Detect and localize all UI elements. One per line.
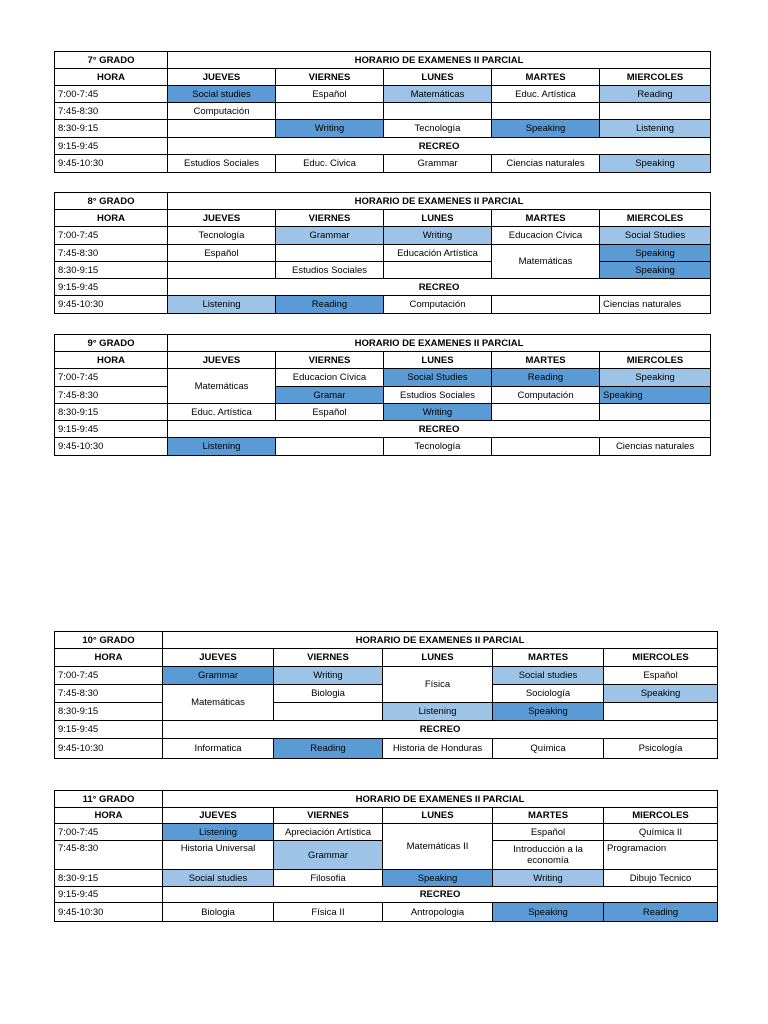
time-slot: 9:15-9:45 [55, 887, 163, 903]
day-header: VIERNES [274, 808, 383, 824]
exam-cell: Reading [276, 296, 384, 314]
exam-cell: Computación [384, 296, 492, 314]
exam-cell: Estudios Sociales [168, 155, 276, 173]
time-slot: 7:45-8:30 [55, 103, 168, 120]
exam-cell [276, 103, 384, 120]
time-slot: 7:45-8:30 [55, 685, 163, 703]
exam-cell: Speaking [600, 262, 711, 279]
exam-cell: Social Studies [384, 369, 492, 387]
exam-title: HORARIO DE EXAMENES II PARCIAL [163, 632, 718, 649]
exam-cell: Español [604, 667, 718, 685]
day-header: MIERCOLES [600, 210, 711, 227]
exam-cell: Listening [600, 120, 711, 138]
exam-cell: Biologia [274, 685, 383, 703]
time-slot: 9:15-9:45 [55, 279, 168, 296]
exam-cell: Matemáticas [492, 245, 600, 279]
exam-cell: Social Studies [600, 227, 711, 245]
exam-cell [384, 103, 492, 120]
exam-cell: Programacion [604, 841, 718, 870]
day-header: JUEVES [168, 210, 276, 227]
exam-cell: Writing [274, 667, 383, 685]
exam-cell: Reading [274, 739, 383, 759]
time-slot: 9:45-10:30 [55, 438, 168, 456]
exam-cell: Física [383, 667, 493, 703]
exam-cell: Química II [604, 824, 718, 841]
schedule-table-10 [54, 631, 718, 759]
exam-cell: Español [276, 404, 384, 421]
exam-cell: Tecnología [384, 438, 492, 456]
exam-cell: Social studies [168, 86, 276, 103]
hora-header: HORA [55, 649, 163, 667]
time-slot: 7:00-7:45 [55, 86, 168, 103]
day-header: MARTES [493, 649, 604, 667]
exam-cell: Speaking [493, 903, 604, 922]
exam-cell: Grammar [274, 841, 383, 870]
exam-cell: Speaking [493, 703, 604, 721]
hora-header: HORA [55, 69, 168, 86]
exam-cell: Educ. Civica [276, 155, 384, 173]
time-slot: 9:15-9:45 [55, 721, 163, 739]
exam-cell: Computación [168, 103, 276, 120]
exam-cell [600, 404, 711, 421]
exam-cell: Español [168, 245, 276, 262]
exam-cell: Psicología [604, 739, 718, 759]
exam-cell: Educ. Artística [168, 404, 276, 421]
exam-title: HORARIO DE EXAMENES II PARCIAL [168, 335, 711, 352]
exam-cell: Tecnología [168, 227, 276, 245]
exam-cell: Gramar [276, 387, 384, 404]
exam-cell: Matemáticas II [383, 824, 493, 870]
day-header: VIERNES [274, 649, 383, 667]
exam-cell: Historia de Honduras [383, 739, 493, 759]
day-header: VIERNES [276, 352, 384, 369]
exam-cell [492, 296, 600, 314]
exam-cell: Química [493, 739, 604, 759]
exam-cell: Matemáticas [384, 86, 492, 103]
time-slot: 7:00-7:45 [55, 667, 163, 685]
time-slot: 8:30-9:15 [55, 120, 168, 138]
day-header: MARTES [492, 69, 600, 86]
time-slot: 7:45-8:30 [55, 387, 168, 404]
schedule-table-8 [54, 192, 711, 314]
exam-cell: Educ. Artística [492, 86, 600, 103]
exam-cell: Filosofia [274, 870, 383, 887]
day-header: MARTES [492, 352, 600, 369]
exam-cell: Writing [493, 870, 604, 887]
schedule-table-7 [54, 51, 711, 173]
day-header: LUNES [383, 649, 493, 667]
exam-cell [604, 703, 718, 721]
time-slot: 7:00-7:45 [55, 824, 163, 841]
exam-cell: Computación [492, 387, 600, 404]
exam-cell [276, 438, 384, 456]
day-header: MARTES [492, 210, 600, 227]
time-slot: 8:30-9:15 [55, 404, 168, 421]
exam-cell: Reading [604, 903, 718, 922]
day-header: LUNES [384, 352, 492, 369]
time-slot: 9:45-10:30 [55, 739, 163, 759]
hora-header: HORA [55, 808, 163, 824]
time-slot: 9:45-10:30 [55, 155, 168, 173]
exam-cell: Listening [383, 703, 493, 721]
time-slot: 9:45-10:30 [55, 903, 163, 922]
exam-cell: Reading [600, 86, 711, 103]
exam-cell: Matemáticas [168, 369, 276, 404]
exam-cell: Español [276, 86, 384, 103]
exam-cell: Speaking [383, 870, 493, 887]
exam-cell [492, 103, 600, 120]
exam-cell [492, 404, 600, 421]
exam-cell [600, 103, 711, 120]
exam-cell: Grammar [384, 155, 492, 173]
time-slot: 8:30-9:15 [55, 262, 168, 279]
recreo-label: RECREO [168, 279, 711, 296]
exam-cell: Social studies [493, 667, 604, 685]
hora-header: HORA [55, 352, 168, 369]
exam-cell [274, 703, 383, 721]
time-slot: 7:45-8:30 [55, 245, 168, 262]
day-header: MARTES [493, 808, 604, 824]
time-slot: 8:30-9:15 [55, 703, 163, 721]
exam-cell [168, 262, 276, 279]
exam-cell: Speaking [492, 120, 600, 138]
day-header: MIERCOLES [604, 808, 718, 824]
exam-cell: Educación Artística [384, 245, 492, 262]
day-header: MIERCOLES [600, 69, 711, 86]
grade-label: 9° GRADO [55, 335, 168, 352]
exam-cell: Writing [384, 404, 492, 421]
exam-cell: Física II [274, 903, 383, 922]
exam-cell: Ciencias naturales [600, 438, 711, 456]
exam-cell: Sociología [493, 685, 604, 703]
time-slot: 7:45-8:30 [55, 841, 163, 870]
recreo-label: RECREO [163, 721, 718, 739]
exam-cell: Biologia [163, 903, 274, 922]
exam-cell: Social studies [163, 870, 274, 887]
exam-cell: Ciencias naturales [600, 296, 711, 314]
time-slot: 9:15-9:45 [55, 138, 168, 155]
day-header: LUNES [383, 808, 493, 824]
exam-cell: Speaking [600, 387, 711, 404]
exam-cell: Writing [384, 227, 492, 245]
day-header: MIERCOLES [604, 649, 718, 667]
exam-cell: Tecnología [384, 120, 492, 138]
day-header: MIERCOLES [600, 352, 711, 369]
day-header: VIERNES [276, 69, 384, 86]
exam-cell: Speaking [600, 245, 711, 262]
recreo-label: RECREO [163, 887, 718, 903]
exam-title: HORARIO DE EXAMENES II PARCIAL [168, 193, 711, 210]
exam-cell: Grammar [276, 227, 384, 245]
exam-cell: Estudios Sociales [384, 387, 492, 404]
exam-cell: Historia Universal [163, 841, 274, 870]
time-slot: 7:00-7:45 [55, 369, 168, 387]
time-slot: 9:15-9:45 [55, 421, 168, 438]
time-slot: 9:45-10:30 [55, 296, 168, 314]
day-header: VIERNES [276, 210, 384, 227]
exam-cell: Speaking [600, 155, 711, 173]
exam-cell: Educacion Cívica [492, 227, 600, 245]
hora-header: HORA [55, 210, 168, 227]
exam-cell [168, 120, 276, 138]
exam-cell: Estudios Sociales [276, 262, 384, 279]
grade-label: 10° GRADO [55, 632, 163, 649]
grade-label: 7° GRADO [55, 52, 168, 69]
exam-cell: Dibujo Tecnico [604, 870, 718, 887]
exam-cell: Español [493, 824, 604, 841]
time-slot: 7:00-7:45 [55, 227, 168, 245]
grade-label: 8° GRADO [55, 193, 168, 210]
exam-cell [384, 262, 492, 279]
day-header: LUNES [384, 69, 492, 86]
exam-cell: Apreciación Artística [274, 824, 383, 841]
schedule-table-11 [54, 790, 718, 922]
time-slot: 8:30-9:15 [55, 870, 163, 887]
recreo-label: RECREO [168, 421, 711, 438]
recreo-label: RECREO [168, 138, 711, 155]
day-header: JUEVES [163, 808, 274, 824]
exam-cell: Speaking [604, 685, 718, 703]
day-header: JUEVES [168, 352, 276, 369]
exam-cell: Ciencias naturales [492, 155, 600, 173]
exam-cell: Writing [276, 120, 384, 138]
schedule-table-9 [54, 334, 711, 456]
exam-cell: Listening [168, 296, 276, 314]
exam-title: HORARIO DE EXAMENES II PARCIAL [163, 791, 718, 808]
exam-cell [276, 245, 384, 262]
exam-cell: Matemáticas [163, 685, 274, 721]
exam-cell: Grammar [163, 667, 274, 685]
exam-cell: Listening [163, 824, 274, 841]
exam-cell: Speaking [600, 369, 711, 387]
exam-cell: Introducción a la economía [493, 841, 604, 870]
exam-cell: Reading [492, 369, 600, 387]
exam-cell: Informatica [163, 739, 274, 759]
day-header: LUNES [384, 210, 492, 227]
exam-title: HORARIO DE EXAMENES II PARCIAL [168, 52, 711, 69]
exam-cell: Educacion Cívica [276, 369, 384, 387]
exam-cell: Listening [168, 438, 276, 456]
day-header: JUEVES [168, 69, 276, 86]
grade-label: 11° GRADO [55, 791, 163, 808]
day-header: JUEVES [163, 649, 274, 667]
exam-cell: Antropologia [383, 903, 493, 922]
exam-cell [492, 438, 600, 456]
